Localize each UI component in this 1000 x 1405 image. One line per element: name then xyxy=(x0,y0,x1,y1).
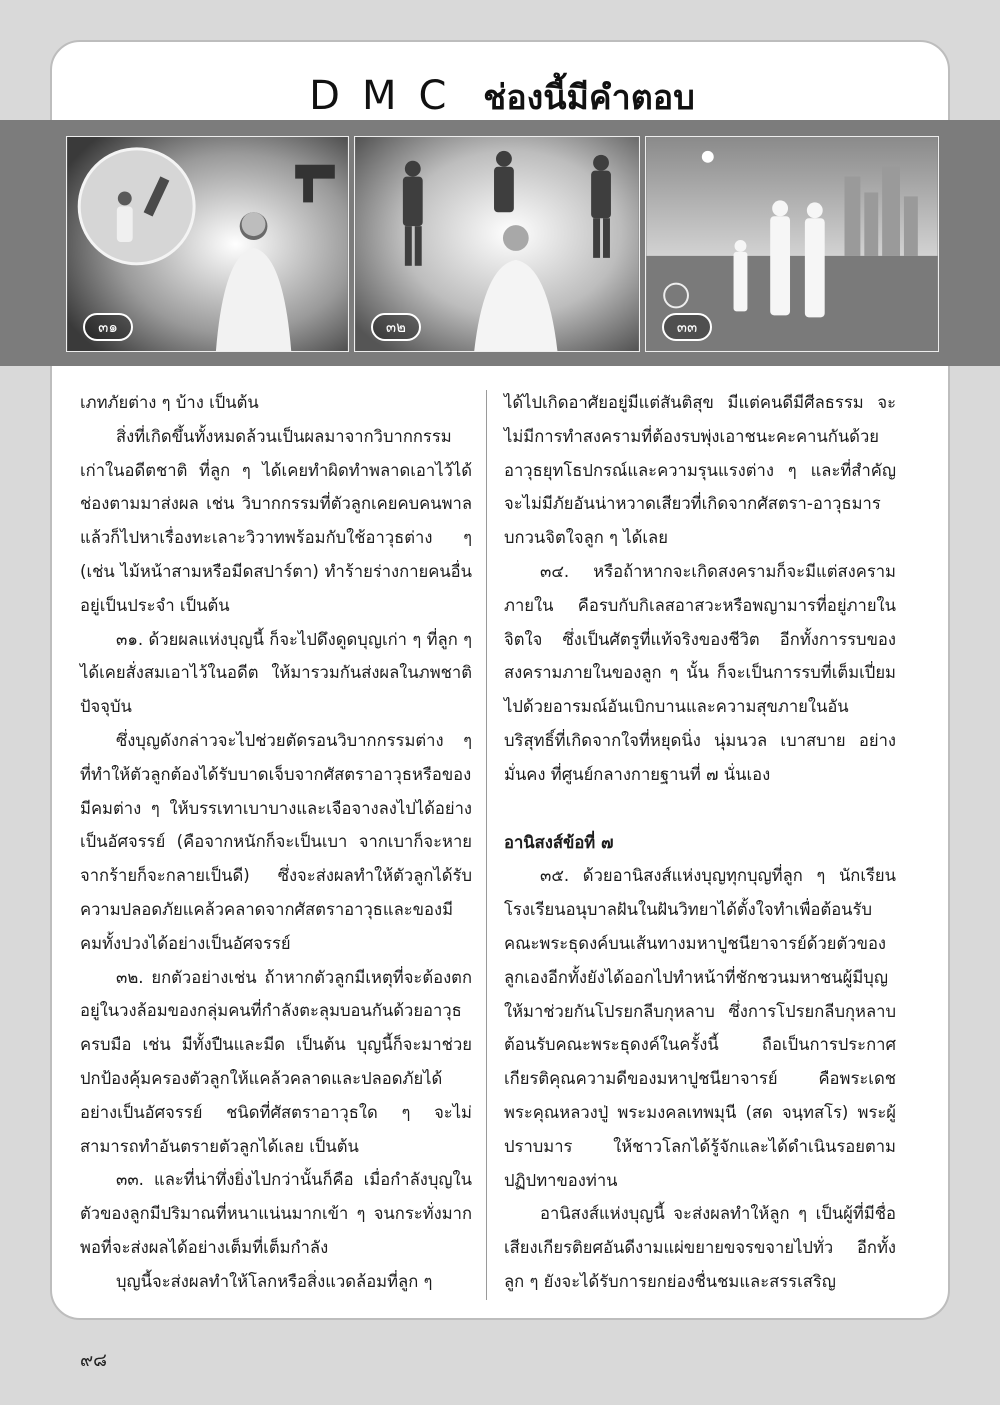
image-number-32: ๓๒ xyxy=(371,313,421,341)
paragraph: อานิสงส์แห่งบุญนี้ จะส่งผลทำให้ลูก ๆ เป็นผู้ที่มีชื่อเสียงเกียรติยศอันดีงามแผ่ขยายขจรขจายไปทั่ว อีกทั้งลูก ๆ ยังจะได้รับการยกย่องชื่นชมและสรรเสริญ xyxy=(504,1204,896,1291)
paragraph: สิ่งที่เกิดขึ้นทั้งหมดล้วนเป็นผลมาจากวิบากกรรมเก่าในอดีตชาติ ที่ลูก ๆ ได้เคยทำผิดทำพลาดเอาไว้ได้ช่องตามมาส่งผล เช่น วิบากกรรมที่ตัวลูกเคยคบคนพาล แล้วก็ไปหาเรื่องทะเลาะวิวาทพร้อมกับใช้อาวุธต่าง ๆ (เช่น ไม้หน้าสามหรือมีดสปาร์ตา) ทำร้ายร่างกายคนอื่นอยู่เป็นประจำ เป็นต้น xyxy=(80,426,472,615)
illustration-33 xyxy=(645,136,939,352)
image-number-31: ๓๑ xyxy=(83,313,133,341)
section-heading: อานิสงส์ข้อที่ ๗ xyxy=(504,832,614,852)
image-number-33: ๓๓ xyxy=(662,313,712,341)
paragraph: ๓๓. และที่น่าทึ่งยิ่งไปกว่านั้นก็คือ เมื่อกำลังบุญในตัวของลูกมีปริมาณที่หนาแน่นมากเข้า ๆ จนกระทั่งมากพอที่จะส่งผลได้อย่างเต็มที่เต็มกำลัง xyxy=(80,1170,472,1257)
illustration-31 xyxy=(66,136,349,352)
article-body xyxy=(80,386,920,1306)
paragraph: เภทภัยต่าง ๆ บ้าง เป็นต้น xyxy=(80,393,259,412)
right-column xyxy=(504,386,896,1299)
column-divider xyxy=(486,390,487,1300)
paragraph: ๓๕. ด้วยอานิสงส์แห่งบุญทุกบุญที่ลูก ๆ นักเรียนโรงเรียนอนุบาลฝันในฝันวิทยาได้ตั้งใจทำเพื่อต้อนรับคณะพระธุดงค์บนเส้นทางมหาปูชนียาจารย์ด้วยตัวของลูกเองอีกทั้งยังได้ออกไปทำหน้าที่ชักชวนมหาชนผู้มีบุญให้มาช่วยกันโปรยกลีบกุหลาบ ซึ่งการโปรยกลีบกุหลาบต้อนรับคณะพระธุดงค์ในครั้งนี้ ถือเป็นการประกาศเกียรติคุณความดีของมหาปูชนียาจารย์ คือพระเดชพระคุณหลวงปู่ พระมงคลเทพมุนี (สด จนฺทสโร) พระผู้ปราบมาร ให้ชาวโลกได้รู้จักและได้ดำเนินรอยตามปฏิปทาของท่าน xyxy=(504,866,896,1190)
paragraph: ๓๒. ยกตัวอย่างเช่น ถ้าหากตัวลูกมีเหตุที่จะต้องตกอยู่ในวงล้อมของกลุ่มคนที่กำลังตะลุมบอนกันด้วยอาวุธครบมือ เช่น มีทั้งปืนและมีด เป็นต้น บุญนี้ก็จะมาช่วยปกป้องคุ้มครองตัวลูกให้แคล้วคลาดและปลอดภัยได้อย่างเป็นอัศจรรย์ ชนิดที่ศัสตราอาวุธใด ๆ จะไม่สามารถทำอันตรายตัวลูกได้เลย เป็นต้น xyxy=(80,967,472,1156)
brand-title: DMC xyxy=(309,73,469,119)
title-subtitle: ช่องนี้มีคำตอบ xyxy=(483,78,695,118)
paragraph: บุญนี้จะส่งผลทำให้โลกหรือสิ่งแวดล้อมที่ลูก ๆ xyxy=(116,1271,433,1291)
page-title xyxy=(52,70,950,124)
paragraph: ซึ่งบุญดังกล่าวจะไปช่วยตัดรอนวิบากกรรมต่าง ๆ ที่ทำให้ตัวลูกต้องได้รับบาดเจ็บจากศัสตราอาวุธหรือของมีคมต่าง ๆ ให้บรรเทาเบาบางและเจือจางลงไปได้อย่างเป็นอัศจรรย์ (คือจากหนักก็จะเป็นเบา จากเบาก็จะหาย จากร้ายก็จะกลายเป็นดี) ซึ่งจะส่งผลทำให้ตัวลูกได้รับความปลอดภัยแคล้วคลาดจากศัสตราอาวุธและของมีคมทั้งปวงได้อย่างเป็นอัศจรรย์ xyxy=(80,730,472,953)
illustration-32 xyxy=(354,136,640,352)
page-number: ๙๘ xyxy=(80,1350,108,1371)
paragraph: ๓๑. ด้วยผลแห่งบุญนี้ ก็จะไปดึงดูดบุญเก่า ๆ ที่ลูก ๆ ได้เคยสั่งสมเอาไว้ในอดีต ให้มารวมกันส่งผลในภพชาติปัจจุบัน xyxy=(80,629,472,717)
paragraph: ๓๔. หรือถ้าหากจะเกิดสงครามก็จะมีแต่สงครามภายใน คือรบกับกิเลสอาสวะหรือพญามารที่อยู่ภายในจิตใจ ซึ่งเป็นศัตรูที่แท้จริงของชีวิต อีกทั้งการรบของสงครามภายในของลูก ๆ นั้น ก็จะเป็นการรบที่เต็มเปี่ยมไปด้วยอารมณ์อันเบิกบานและความสุขภายในอันบริสุทธิ์ที่เกิดจากใจที่หยุดนิ่ง นุ่มนวล เบาสบาย อย่างมั่นคง ที่ศูนย์กลางกายฐานที่ ๗ นั่นเอง xyxy=(504,561,896,784)
left-column xyxy=(80,386,472,1299)
paragraph: ได้ไปเกิดอาศัยอยู่มีแต่สันติสุข มีแต่คนดีมีศีลธรรม จะไม่มีการทำสงครามที่ต้องรบพุ่งเอาชนะคะคานกันด้วยอาวุธยุทโธปกรณ์และความรุนแรงต่าง ๆ และที่สำคัญจะไม่มีภัยอันน่าหวาดเสียวที่เกิดจากศัสตรา-อาวุธมารบกวนจิตใจลูก ๆ ได้เลย xyxy=(504,393,896,548)
